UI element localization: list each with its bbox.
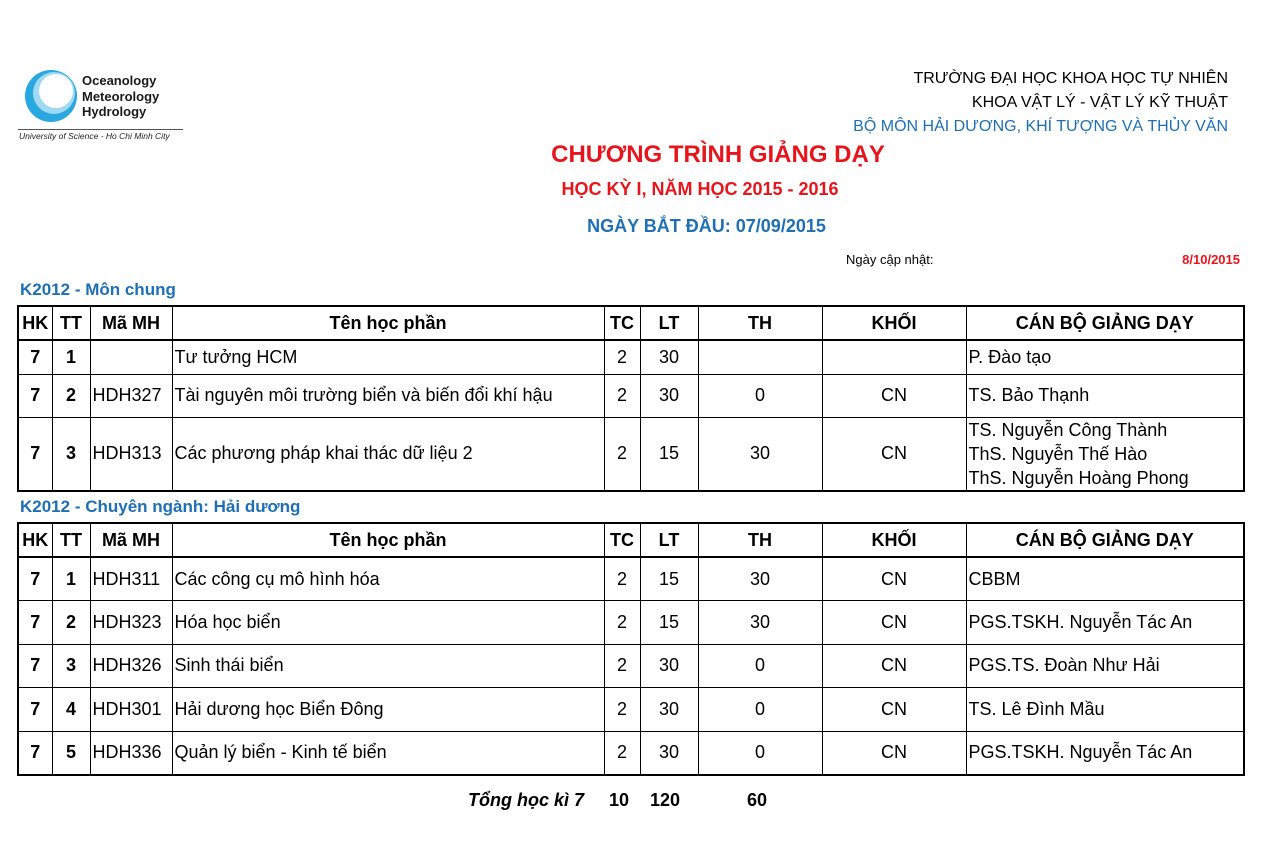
section-title-oceanography: K2012 - Chuyên ngành: Hải dương	[20, 497, 301, 516]
col-th: TH	[698, 306, 822, 340]
cell-lt: 30	[640, 688, 698, 732]
total-tc: 10	[609, 790, 630, 810]
department-name: BỘ MÔN HẢI DƯƠNG, KHÍ TƯỢNG VÀ THỦY VĂN	[853, 118, 1228, 135]
cell-th	[698, 340, 822, 374]
logo-subtitle: University of Science - Ho Chi Minh City	[19, 131, 170, 141]
cell-tc: 2	[604, 340, 640, 374]
cell-tt: 1	[52, 557, 90, 601]
table-header-row	[18, 523, 1244, 557]
cell-tc: 2	[604, 374, 640, 417]
cell-hk: 7	[18, 557, 52, 601]
cell-name: Hải dương học Biển Đông	[172, 688, 604, 732]
university-name: TRƯỜNG ĐẠI HỌC KHOA HỌC TỰ NHIÊN	[913, 70, 1228, 87]
cell-hk: 7	[18, 644, 52, 688]
col-lt: LT	[640, 306, 698, 340]
cell-th: 0	[698, 644, 822, 688]
col-code: Mã MH	[90, 523, 172, 557]
table-row	[18, 557, 1244, 601]
cell-th: 30	[698, 557, 822, 601]
course-table-oceanography	[17, 522, 1245, 776]
col-name: Tên học phần	[172, 523, 604, 557]
col-th: TH	[698, 523, 822, 557]
cell-hk: 7	[18, 731, 52, 775]
cell-hk: 7	[18, 601, 52, 645]
cell-code: HDH336	[90, 731, 172, 775]
cell-lt: 30	[640, 340, 698, 374]
cell-tt: 3	[52, 644, 90, 688]
logo-wordmark	[82, 73, 159, 120]
col-name: Tên học phần	[172, 306, 604, 340]
cell-hk: 7	[18, 688, 52, 732]
cell-name: Quản lý biển - Kinh tế biển	[172, 731, 604, 775]
cell-lecturer: TS. Nguyễn Công Thành ThS. Nguyễn Thế Hào ThS. Nguyễn Hoàng Phong	[966, 417, 1244, 491]
cell-name: Tư tưởng HCM	[172, 340, 604, 374]
cell-tc: 2	[604, 601, 640, 645]
col-code: Mã MH	[90, 306, 172, 340]
col-lecturer: CÁN BỘ GIẢNG DẠY	[966, 306, 1244, 340]
cell-tc: 2	[604, 688, 640, 732]
col-tt: TT	[52, 523, 90, 557]
logo-line-2: Meteorology	[82, 88, 160, 104]
col-hk: HK	[18, 523, 52, 557]
cell-tt: 2	[52, 374, 90, 417]
total-label: Tổng học kì 7	[468, 790, 585, 810]
cell-hk: 7	[18, 374, 52, 417]
cell-name: Các công cụ mô hình hóa	[172, 557, 604, 601]
cell-hk: 7	[18, 340, 52, 374]
cell-code: HDH313	[90, 417, 172, 491]
cell-khoi: CN	[822, 644, 966, 688]
cell-khoi: CN	[822, 557, 966, 601]
cell-lecturer: PGS.TSKH. Nguyễn Tác An	[966, 731, 1244, 775]
cell-th: 30	[698, 417, 822, 491]
cell-lt: 30	[640, 374, 698, 417]
table-row	[18, 731, 1244, 775]
table-row	[18, 374, 1244, 417]
cell-lt: 15	[640, 601, 698, 645]
cell-code: HDH327	[90, 374, 172, 417]
faculty-name: KHOA VẬT LÝ - VẬT LÝ KỸ THUẬT	[971, 94, 1228, 111]
logo-line-1: Oceanology	[82, 73, 157, 88]
col-tc: TC	[604, 306, 640, 340]
cell-tc: 2	[604, 731, 640, 775]
cell-lecturer: TS. Bảo Thạnh	[966, 374, 1244, 417]
cell-name: Các phương pháp khai thác dữ liệu 2	[172, 417, 604, 491]
col-tt: TT	[52, 306, 90, 340]
cell-khoi: CN	[822, 731, 966, 775]
cell-tt: 3	[52, 417, 90, 491]
cell-tt: 5	[52, 731, 90, 775]
cell-lt: 30	[640, 731, 698, 775]
update-label: Ngày cập nhật:	[846, 252, 934, 267]
table-row	[18, 417, 1244, 491]
cell-th: 0	[698, 688, 822, 732]
section-title-general: K2012 - Môn chung	[20, 280, 176, 299]
table-row	[18, 644, 1244, 688]
cell-tc: 2	[604, 644, 640, 688]
table-header-row	[18, 306, 1244, 340]
table-row	[18, 688, 1244, 732]
col-hk: HK	[18, 306, 52, 340]
cell-lecturer: PGS.TS. Đoàn Như Hải	[966, 644, 1244, 688]
department-logo	[18, 66, 203, 146]
cell-name: Hóa học biển	[172, 601, 604, 645]
col-khoi: KHỐI	[822, 306, 966, 340]
logo-divider	[18, 129, 183, 130]
table-row	[18, 601, 1244, 645]
cell-khoi: CN	[822, 688, 966, 732]
table-row	[18, 340, 1244, 374]
cell-name: Sinh thái biển	[172, 644, 604, 688]
cell-lecturer: TS. Lê Đình Mầu	[966, 688, 1244, 732]
cell-khoi	[822, 340, 966, 374]
cell-hk: 7	[18, 417, 52, 491]
logo-emblem-icon	[23, 68, 79, 124]
col-lt: LT	[640, 523, 698, 557]
cell-lt: 15	[640, 417, 698, 491]
cell-code: HDH311	[90, 557, 172, 601]
cell-lecturer: CBBM	[966, 557, 1244, 601]
course-table-general	[17, 305, 1245, 492]
cell-tt: 2	[52, 601, 90, 645]
cell-tc: 2	[604, 417, 640, 491]
col-khoi: KHỐI	[822, 523, 966, 557]
update-date: 8/10/2015	[1182, 252, 1240, 267]
total-lt: 120	[650, 790, 681, 810]
col-tc: TC	[604, 523, 640, 557]
semester-title: HỌC KỲ I, NĂM HỌC 2015 - 2016	[561, 179, 839, 199]
cell-lt: 30	[640, 644, 698, 688]
cell-code: HDH326	[90, 644, 172, 688]
cell-khoi: CN	[822, 374, 966, 417]
cell-th: 0	[698, 731, 822, 775]
total-th: 60	[747, 790, 768, 810]
cell-th: 0	[698, 374, 822, 417]
col-lecturer: CÁN BỘ GIẢNG DẠY	[966, 523, 1244, 557]
cell-khoi: CN	[822, 601, 966, 645]
cell-th: 30	[698, 601, 822, 645]
cell-name: Tài nguyên môi trường biển và biến đổi khí hậu	[172, 374, 604, 417]
cell-khoi: CN	[822, 417, 966, 491]
logo-line-3: Hydrology	[82, 104, 147, 119]
cell-tt: 4	[52, 688, 90, 732]
start-date-title: NGÀY BẮT ĐẦU: 07/09/2015	[587, 216, 826, 236]
cell-lecturer: P. Đào tạo	[966, 340, 1244, 374]
cell-tc: 2	[604, 557, 640, 601]
cell-lt: 15	[640, 557, 698, 601]
page-title: CHƯƠNG TRÌNH GIẢNG DẠY	[551, 141, 885, 168]
cell-code: HDH323	[90, 601, 172, 645]
cell-tt: 1	[52, 340, 90, 374]
cell-lecturer: PGS.TSKH. Nguyễn Tác An	[966, 601, 1244, 645]
cell-code: HDH301	[90, 688, 172, 732]
cell-code	[90, 340, 172, 374]
